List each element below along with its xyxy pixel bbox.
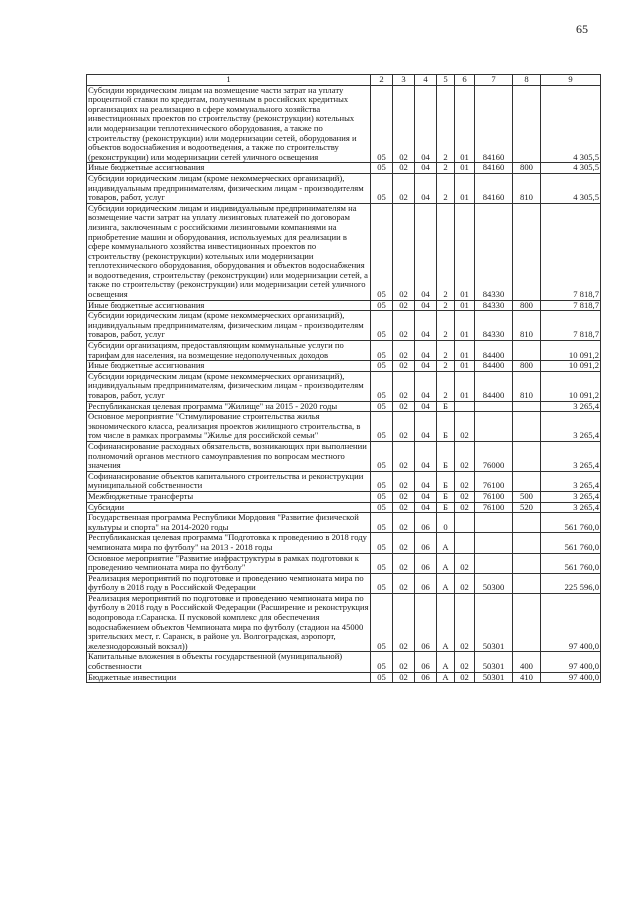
column-header: 8: [513, 75, 541, 86]
row-code: 84400: [475, 341, 513, 361]
row-description: Иные бюджетные ассигнования: [87, 163, 371, 174]
row-amount: 3 265,4: [541, 401, 601, 412]
row-code: 06: [415, 573, 437, 593]
row-code: 06: [415, 533, 437, 553]
row-code: 05: [371, 441, 393, 471]
row-code: 02: [393, 593, 415, 652]
row-code: 02: [455, 441, 475, 471]
row-code: 84160: [475, 85, 513, 163]
table-row: [87, 163, 601, 174]
row-code: 02: [393, 361, 415, 372]
row-amount: 225 596,0: [541, 573, 601, 593]
row-code: 400: [513, 652, 541, 672]
row-code: 2: [437, 173, 455, 203]
row-code: 01: [455, 371, 475, 401]
table-row: [87, 553, 601, 573]
row-code: А: [437, 672, 455, 683]
row-code: 02: [393, 533, 415, 553]
row-description: Реализация мероприятий по подготовке и проведению чемпионата мира по футболу в 2018 году в Российской Федерации (Расширение и реконструкция водопровода г.Саранска. II пусковой комплекс для обеспечения водоснабжением объектов Чемпионата мира по футболу (стадион на 45000 зрительских мест, г. Саранск, в районе ул. Волгоградская, аэропорт, железнодорожный вокзал)): [88, 593, 369, 651]
row-code: 05: [371, 300, 393, 311]
row-amount: 7 818,7: [541, 311, 601, 341]
row-code: Б: [437, 441, 455, 471]
row-description: Субсидии юридическим лицам и индивидуальным предпринимателям на возмещение части затрат на уплату лизинговых платежей по договорам лизинга, заключенным с российскими лизинговыми компаниями на приобретение машин и оборудования, используемых для реализации в сфере коммунального хозяйства инвестиционных проектов по строительству (реконструкции) котельных или модернизации теплотехнического оборудования, оборудования и объектов водоснабжения и водоотведения, строительству (реконструкции) или модернизации сетей, а также по строительству (реконструкции) или модернизации сетей уличного освещения: [87, 203, 371, 300]
row-code: [513, 85, 541, 163]
row-description: Республиканская целевая программа "Подготовка к проведению в 2018 году чемпионата мира по футболу" на 2013 - 2018 годы: [87, 533, 371, 553]
row-code: 05: [371, 341, 393, 361]
row-description: Софинансирование расходных обязательств, возникающих при выполнении полномочий органов местного самоуправления по вопросам местного значения: [87, 441, 371, 471]
table-row: [87, 593, 601, 652]
row-description: Субсидии юридическим лицам (кроме некоммерческих организаций), индивидуальным предпринимателям, физическим лицам - производителям товаров, работ, услуг: [87, 371, 371, 401]
row-description: Субсидии юридическим лицам (кроме некоммерческих организаций), индивидуальным предпринимателям, физическим лицам - производителям товаров, работ, услуг: [87, 173, 371, 203]
row-code: [455, 513, 475, 533]
row-code: 02: [455, 553, 475, 573]
row-amount: 3 265,4: [541, 412, 601, 442]
row-amount: 3 265,4: [541, 471, 601, 491]
table-row: [87, 471, 601, 491]
column-header: 7: [475, 75, 513, 86]
row-code: [513, 513, 541, 533]
row-code: 04: [415, 401, 437, 412]
row-description: Республиканская целевая программа "Жилище" на 2015 - 2020 годы: [87, 401, 371, 412]
row-code: 01: [455, 361, 475, 372]
column-header: 4: [415, 75, 437, 86]
row-amount: 4 305,5: [541, 173, 601, 203]
row-code: 810: [513, 371, 541, 401]
table-row: [87, 401, 601, 412]
row-code: 2: [437, 361, 455, 372]
row-code: 01: [455, 341, 475, 361]
row-code: 02: [393, 513, 415, 533]
row-code: 04: [415, 300, 437, 311]
row-code: 76100: [475, 471, 513, 491]
table-row: [87, 203, 601, 300]
row-code: 0: [437, 513, 455, 533]
row-code: 02: [455, 491, 475, 502]
row-code: 06: [415, 593, 437, 652]
row-code: 06: [415, 652, 437, 672]
table-row: [87, 300, 601, 311]
row-code: [475, 513, 513, 533]
row-amount: 561 760,0: [541, 533, 601, 553]
column-header: 3: [393, 75, 415, 86]
row-code: [513, 203, 541, 300]
table-row: [87, 652, 601, 672]
row-amount: 561 760,0: [541, 513, 601, 533]
table-row: [87, 311, 601, 341]
table-row: [87, 371, 601, 401]
row-code: 05: [371, 491, 393, 502]
row-code: 04: [415, 85, 437, 163]
row-code: 04: [415, 441, 437, 471]
row-code: 84400: [475, 371, 513, 401]
table-row: [87, 502, 601, 513]
table-row: [87, 412, 601, 442]
row-code: Б: [437, 471, 455, 491]
row-code: 04: [415, 471, 437, 491]
row-code: 05: [371, 412, 393, 442]
row-code: 02: [393, 341, 415, 361]
row-code: 02: [393, 85, 415, 163]
row-code: 05: [371, 361, 393, 372]
row-code: 04: [415, 361, 437, 372]
row-code: 05: [371, 173, 393, 203]
row-code: 2: [437, 203, 455, 300]
row-code: [513, 593, 541, 652]
column-header: 2: [371, 75, 393, 86]
table-row: [87, 513, 601, 533]
row-code: 02: [393, 401, 415, 412]
table-row: [87, 573, 601, 593]
row-code: Б: [437, 491, 455, 502]
row-code: 50300: [475, 573, 513, 593]
row-code: 05: [371, 652, 393, 672]
row-code: Б: [437, 412, 455, 442]
row-code: 05: [371, 471, 393, 491]
row-code: 76100: [475, 502, 513, 513]
row-code: 06: [415, 672, 437, 683]
row-code: 84330: [475, 311, 513, 341]
row-code: 02: [393, 412, 415, 442]
row-code: 520: [513, 502, 541, 513]
row-code: 02: [455, 471, 475, 491]
row-code: 02: [393, 652, 415, 672]
row-amount: 7 818,7: [541, 300, 601, 311]
row-code: 2: [437, 371, 455, 401]
page-number: 65: [576, 22, 588, 36]
row-description: Субсидии организациям, предоставляющим коммунальные услуги по тарифам для населения, на возмещение недополученных доходов: [87, 341, 371, 361]
row-code: 04: [415, 341, 437, 361]
row-code: 02: [455, 652, 475, 672]
row-code: 76000: [475, 441, 513, 471]
table-row: [87, 173, 601, 203]
column-header: 1: [87, 75, 371, 86]
row-code: А: [437, 652, 455, 672]
row-code: 84160: [475, 173, 513, 203]
table-header-row: [87, 75, 601, 86]
row-code: 800: [513, 300, 541, 311]
row-code: 05: [371, 401, 393, 412]
row-code: 04: [415, 502, 437, 513]
row-code: 01: [455, 300, 475, 311]
row-code: 02: [393, 203, 415, 300]
row-code: [513, 412, 541, 442]
row-description: Субсидии юридическим лицам (кроме некоммерческих организаций), индивидуальным предпринимателям, физическим лицам - производителям товаров, работ, услуг: [87, 311, 371, 341]
row-code: [513, 341, 541, 361]
row-code: 05: [371, 573, 393, 593]
row-code: 02: [393, 573, 415, 593]
row-code: 800: [513, 163, 541, 174]
row-code: [475, 401, 513, 412]
row-code: 05: [371, 513, 393, 533]
row-code: А: [437, 553, 455, 573]
row-code: 2: [437, 85, 455, 163]
row-amount: 4 305,5: [541, 163, 601, 174]
row-code: 02: [393, 163, 415, 174]
row-amount: 97 400,0: [541, 672, 601, 683]
row-code: 05: [371, 533, 393, 553]
row-code: 02: [393, 173, 415, 203]
row-description: Бюджетные инвестиции: [87, 672, 371, 683]
row-amount: 4 305,5: [541, 85, 601, 163]
row-code: 810: [513, 173, 541, 203]
column-header: 6: [455, 75, 475, 86]
row-amount: 3 265,4: [541, 441, 601, 471]
row-code: 84160: [475, 163, 513, 174]
row-description: Субсидии юридическим лицам на возмещение части затрат на уплату процентной ставки по кредитам, полученным в российских кредитных организациях на реализацию в сфере коммунального хозяйства инвестиционных проектов по строительству (реконструкции) котельных или модернизации теплотехнического оборудования, а также по строительству (реконструкции) или модернизации сетей, оборудования и объектов водоснабжения и водоотведения, а также по строительству (реконструкции) или модернизации сетей уличного освещения: [87, 85, 371, 163]
row-description: Межбюджетные трансферты: [87, 491, 371, 502]
row-code: 02: [455, 412, 475, 442]
row-code: Б: [437, 401, 455, 412]
row-code: [455, 401, 475, 412]
row-code: 02: [455, 672, 475, 683]
row-code: 05: [371, 311, 393, 341]
row-code: [475, 412, 513, 442]
row-code: 02: [393, 553, 415, 573]
row-code: [455, 533, 475, 553]
row-code: 01: [455, 173, 475, 203]
row-amount: 3 265,4: [541, 502, 601, 513]
row-code: 04: [415, 371, 437, 401]
row-code: 84400: [475, 361, 513, 372]
row-code: 02: [393, 502, 415, 513]
row-code: 06: [415, 513, 437, 533]
row-amount: 3 265,4: [541, 491, 601, 502]
row-code: 05: [371, 672, 393, 683]
row-amount: 561 760,0: [541, 553, 601, 573]
row-code: 04: [415, 311, 437, 341]
row-code: А: [437, 593, 455, 652]
row-code: 500: [513, 491, 541, 502]
row-description: Иные бюджетные ассигнования: [87, 361, 371, 372]
row-code: 01: [455, 85, 475, 163]
row-code: 50301: [475, 593, 513, 652]
table-row: [87, 361, 601, 372]
row-code: 04: [415, 173, 437, 203]
row-description: Капитальные вложения в объекты государственной (муниципальной) собственности: [87, 652, 371, 672]
table-row: [87, 85, 601, 163]
row-amount: 97 400,0: [541, 593, 601, 652]
row-description: Иные бюджетные ассигнования: [87, 300, 371, 311]
row-code: Б: [437, 502, 455, 513]
row-description: Основное мероприятие "Развитие инфраструктуры в рамках подготовки к проведению чемпионата мира по футболу": [87, 553, 371, 573]
row-code: 04: [415, 203, 437, 300]
row-description: Основное мероприятие "Стимулирование строительства жилья экономического класса, реализация проектов жилищного строительства, в том числе в рамках программы "Жилье для российской семьи": [87, 412, 371, 442]
row-code: [513, 553, 541, 573]
row-code: 84330: [475, 300, 513, 311]
row-code: 02: [393, 491, 415, 502]
row-code: 06: [415, 553, 437, 573]
row-code: 02: [393, 300, 415, 311]
row-code: 05: [371, 593, 393, 652]
table-row: [87, 341, 601, 361]
table-row: [87, 672, 601, 683]
row-amount: 7 818,7: [541, 203, 601, 300]
row-description: Государственная программа Республики Мордовия "Развитие физической культуры и спорта" на 2014-2020 годы: [87, 513, 371, 533]
row-code: 02: [455, 573, 475, 593]
row-code: 50301: [475, 652, 513, 672]
row-amount: 10 091,2: [541, 371, 601, 401]
row-code: [513, 401, 541, 412]
row-code: 01: [455, 163, 475, 174]
row-code: [475, 533, 513, 553]
row-code: 05: [371, 371, 393, 401]
row-code: 01: [455, 311, 475, 341]
row-code: 810: [513, 311, 541, 341]
row-amount: 10 091,2: [541, 341, 601, 361]
row-code: [513, 471, 541, 491]
row-code: 76100: [475, 491, 513, 502]
row-description: Субсидии: [87, 502, 371, 513]
row-code: 2: [437, 300, 455, 311]
row-code: 410: [513, 672, 541, 683]
row-code: [513, 533, 541, 553]
row-code: 02: [393, 471, 415, 491]
row-code: 05: [371, 85, 393, 163]
column-header: 9: [541, 75, 601, 86]
row-code: 2: [437, 311, 455, 341]
row-code: А: [437, 533, 455, 553]
row-code: [475, 553, 513, 573]
budget-table: [86, 74, 601, 683]
row-code: 05: [371, 203, 393, 300]
row-code: 04: [415, 412, 437, 442]
row-code: 02: [393, 371, 415, 401]
table-row: [87, 491, 601, 502]
row-amount: 97 400,0: [541, 652, 601, 672]
row-code: 05: [371, 553, 393, 573]
row-code: 800: [513, 361, 541, 372]
row-code: 05: [371, 163, 393, 174]
row-code: 2: [437, 341, 455, 361]
row-code: 02: [393, 311, 415, 341]
row-description: Реализация мероприятий по подготовке и проведению чемпионата мира по футболу в 2018 году в Российской Федерации: [87, 573, 371, 593]
row-code: 50301: [475, 672, 513, 683]
row-code: А: [437, 573, 455, 593]
table-row: [87, 441, 601, 471]
row-amount: 10 091,2: [541, 361, 601, 372]
row-code: 02: [455, 502, 475, 513]
row-code: 02: [393, 441, 415, 471]
row-code: 01: [455, 203, 475, 300]
row-code: 84330: [475, 203, 513, 300]
row-code: 04: [415, 491, 437, 502]
row-code: 2: [437, 163, 455, 174]
row-code: 02: [455, 593, 475, 652]
row-code: 02: [393, 672, 415, 683]
row-code: [513, 573, 541, 593]
row-code: 05: [371, 502, 393, 513]
column-header: 5: [437, 75, 455, 86]
row-code: 04: [415, 163, 437, 174]
row-code: [513, 441, 541, 471]
row-description: Софинансирование объектов капитального строительства и реконструкции муниципальной собственности: [87, 471, 371, 491]
table-row: [87, 533, 601, 553]
